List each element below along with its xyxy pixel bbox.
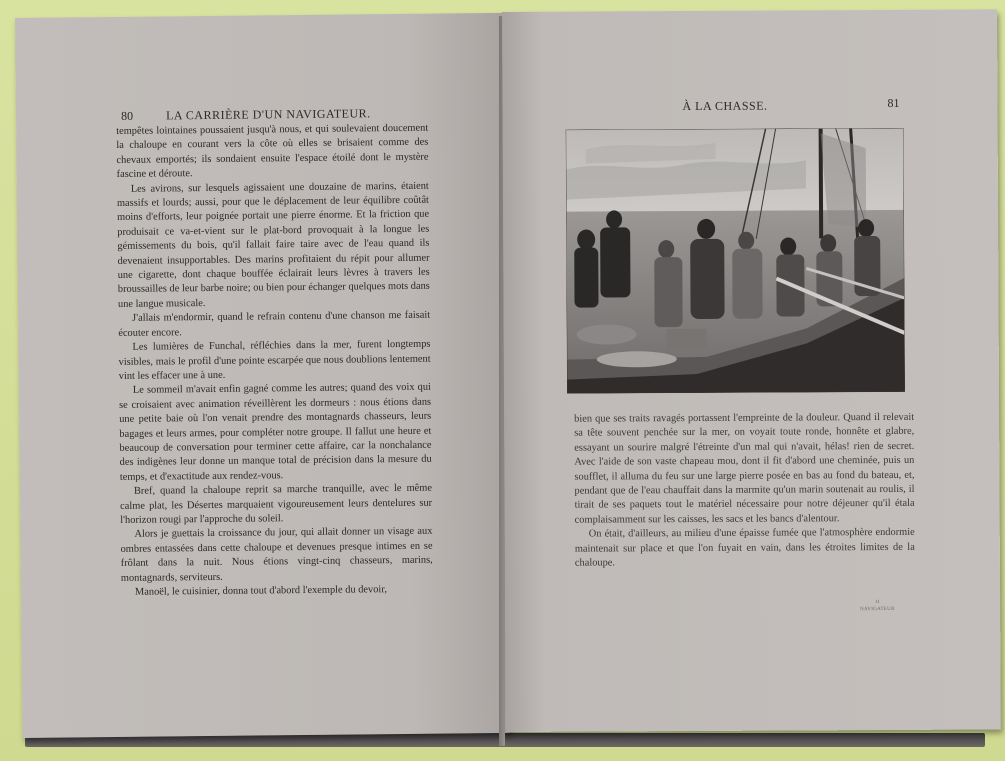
paragraph: J'allais m'endormir, quand le refrain contenu d'une chanson me faisait écouter encore.: [118, 309, 431, 339]
body-text: [574, 411, 915, 571]
page-number: 81: [887, 95, 900, 110]
paragraph: Manoël, le cuisinier, donna tout d'abord l'exemple du devoir,: [134, 584, 388, 598]
page-number: 80: [120, 108, 134, 123]
paragraph: Le sommeil m'avait enfin gagné comme les autres; quand des voix qui se croisaient avec animation réveillèrent les dormeurs : nous étions dans une petite baie où l'on venait prendre des montagnards chasseurs, leurs bagages et leurs armes, pour compléter notre groupe. Il fallut une heure et beaucoup de conversation pour terminer cette affaire, car la nonchalance des indigènes leur donne un manque total de précision dans la mesure du temps, et d'exactitude aux rendez-vous.: [119, 381, 432, 483]
signature-mark: 11: [875, 600, 880, 606]
signature-text: NAVIGATEUR: [860, 606, 895, 613]
paragraph: Bref, quand la chaloupe reprit sa marche tranquille, avec le même calme plat, les Désertes marquaient vigoureusement leurs dentelures sur l'horizon rougi par l'approche du soleil.: [120, 482, 433, 526]
paragraph: On était, d'ailleurs, au milieu d'une épaisse fumée que l'atmosphère endormie maintenait sur place et que l'on fuyait en vain, dans les étroites limites de la chaloupe.: [574, 527, 915, 569]
paragraph: Les lumières de Funchal, réfléchies dans la mer, furent longtemps visibles, mais le profil d'une pointe escarpée que nous doublions lentement vint les effacer une à une.: [118, 338, 431, 382]
paragraph: bien que ses traits ravagés portassent l'empreinte de la douleur. Quand il relevait sa tête souvent penchée sur la mer, on voyait toute ronde, honnête et glabre, essayant un sourire malgré l'étreinte d'un mal qui n'avait, hélas! rien de secret. Avec l'aide de son vaste chapeau mou, dont il fit d'abord une cheminée, puis un soufflet, il alluma du feu sur une large pierre posée en bas au fond du bateau, et, pendant que de l'eau chauffait dans la marmite qu'un marin soutenait au roulis, il tirait de ses paquets tout le matériel nécessaire pour notre déjeuner qu'il étala complaisamment sur les caisses, les sacs et les bancs d'alentour.: [574, 411, 915, 526]
paragraph: Les avirons, sur lesquels agissaient une douzaine de marins, étaient massifs et lourds; aussi, pour que le déplacement de leur équilibre coûtât moins d'efforts, leur poignée portait une pierre énorme. Et la friction que produisait ce va-et-vient sur le plat-bord provoquait à la longue les gémissements du bois, qu'il fallait faire taire avec de l'eau quand ils devenaient insupportables. Des marins profitaient du répit pour allumer une cigarette, dont chaque bouffée éclairait leurs lèvres à travers les broussailles de leur barbe noire; ou bien pour échanger quelques mots dans une langue musicale.: [116, 180, 430, 310]
open-book: [15, 18, 1000, 753]
right-page: [502, 9, 1001, 732]
left-page: [15, 13, 510, 738]
running-head: LA CARRIÈRE D'UN NAVIGATEUR.: [165, 106, 371, 123]
boat-illustration: [566, 128, 905, 394]
running-head: À LA CHASSE.: [682, 98, 768, 114]
engraving-image: [566, 128, 905, 394]
body-text: [116, 122, 433, 601]
paragraph: tempêtes lointaines poussaient jusqu'à nous, et qui soulevaient doucement la chaloupe en courant vers la côte où elles se brisaient comme des chevaux emportés; ils sondaient ensuite l'espace étoilé dont le mystère fascine et déroute.: [116, 122, 429, 181]
paragraph: Alors je guettais la croissance du jour, qui allait donner un visage aux ombres entassées dans cette chaloupe et devenues presque intimes en se frôlant dans la nuit. Nous étions vingt-cinq chasseurs, marins, montagnards, serviteurs.: [120, 526, 433, 584]
